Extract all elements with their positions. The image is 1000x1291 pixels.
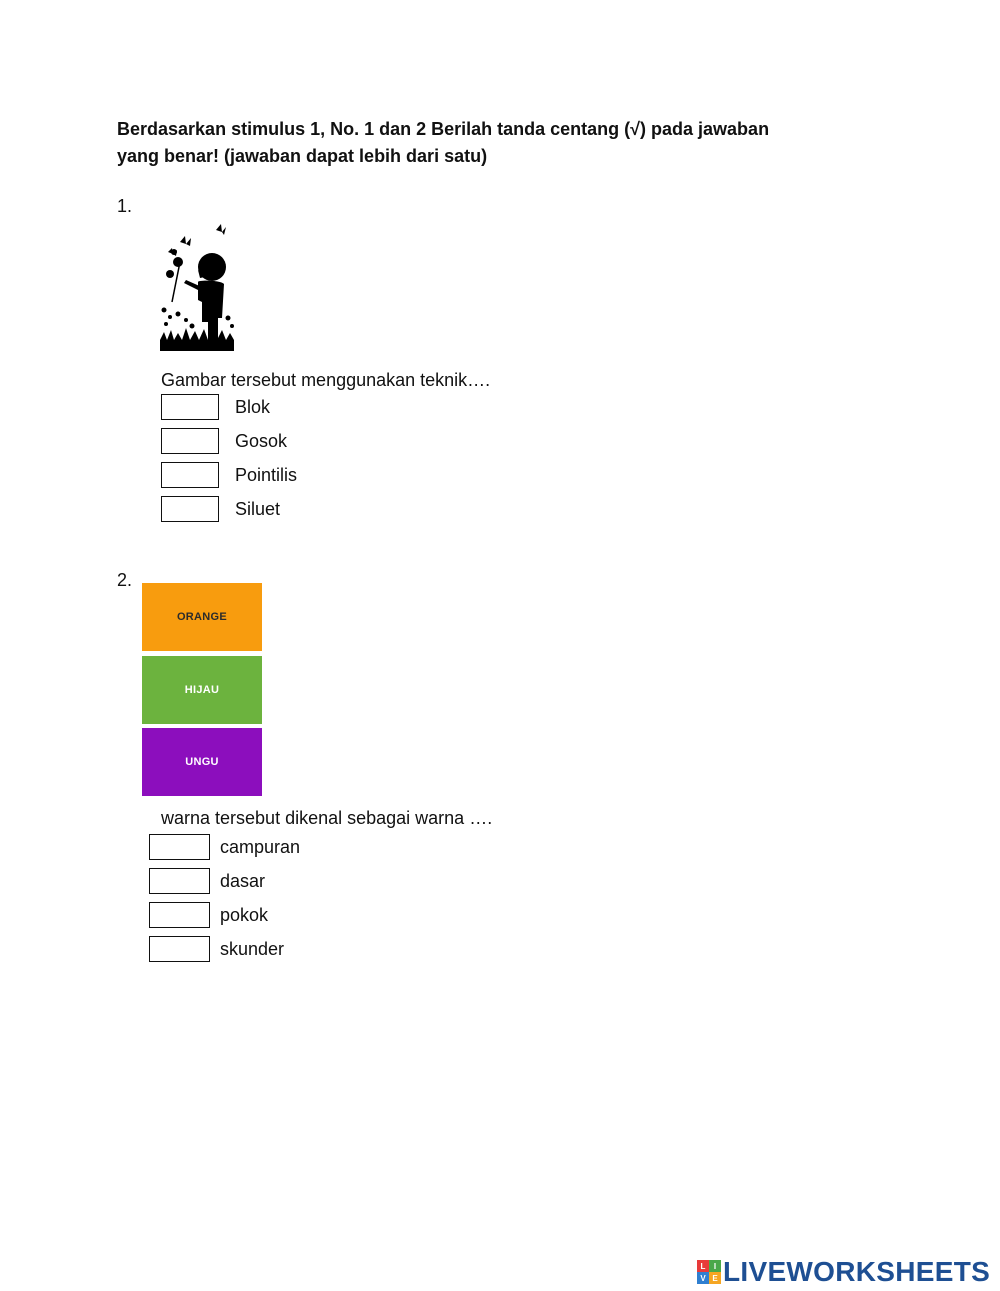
question-2-options	[149, 832, 300, 964]
option-label: skunder	[220, 938, 285, 959]
answer-checkbox[interactable]	[161, 394, 219, 420]
logo-letter: E	[709, 1272, 721, 1284]
liveworksheets-logo-icon	[697, 1260, 721, 1284]
brand-name: LIVEWORKSHEETS	[723, 1256, 991, 1287]
option-label: Pointilis	[235, 464, 298, 485]
answer-checkbox[interactable]	[149, 902, 210, 928]
option-label: dasar	[220, 870, 266, 891]
swatch-hijau: HIJAU	[142, 656, 262, 724]
answer-checkbox[interactable]	[149, 868, 210, 894]
option-skunder	[149, 934, 300, 964]
option-pokok	[149, 900, 300, 930]
question-1-prompt: Gambar tersebut menggunakan teknik….	[161, 370, 491, 390]
option-label: campuran	[220, 836, 301, 857]
logo-letter: I	[709, 1260, 721, 1272]
question-2-prompt: warna tersebut dikenal sebagai warna ….	[161, 808, 493, 828]
option-siluet	[161, 494, 297, 524]
option-label: Blok	[235, 396, 271, 417]
option-dasar	[149, 866, 300, 896]
answer-checkbox[interactable]	[161, 462, 219, 488]
logo-letter: L	[697, 1260, 709, 1272]
child-silhouette-icon	[158, 222, 236, 352]
question-1-number: 1.	[117, 196, 133, 216]
option-blok	[161, 392, 297, 422]
answer-checkbox[interactable]	[161, 428, 219, 454]
logo-letter: V	[697, 1272, 709, 1284]
answer-checkbox[interactable]	[149, 834, 210, 860]
swatch-ungu: UNGU	[142, 728, 262, 796]
answer-checkbox[interactable]	[149, 936, 210, 962]
answer-checkbox[interactable]	[161, 496, 219, 522]
option-campuran	[149, 832, 300, 862]
option-gosok	[161, 426, 297, 456]
option-label: pokok	[220, 904, 269, 925]
option-label: Gosok	[235, 430, 288, 451]
question-2-number: 2.	[117, 570, 133, 590]
question-1-options	[161, 392, 297, 524]
option-label: Siluet	[235, 498, 281, 519]
instruction-text: Berdasarkan stimulus 1, No. 1 dan 2 Berilah tanda centang (√) pada jawaban yang benar! (jawaban dapat lebih dari satu)	[117, 119, 770, 166]
option-pointilis	[161, 460, 297, 490]
liveworksheets-brand	[697, 1256, 990, 1288]
swatch-orange: ORANGE	[142, 583, 262, 651]
